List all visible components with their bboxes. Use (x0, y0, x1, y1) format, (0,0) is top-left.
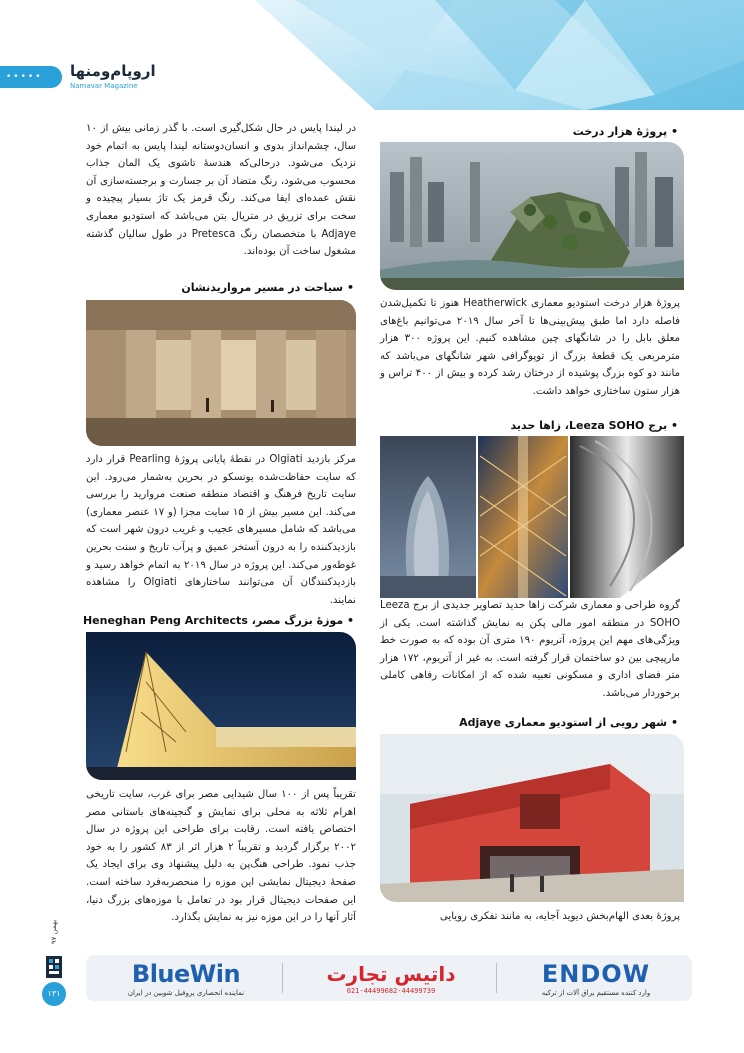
museum-photo (86, 632, 356, 780)
page-number: ۱۳۱ (42, 982, 66, 1006)
datis-tagline: 021-44499682-44499739 (346, 986, 436, 995)
adjaye-heading: • شهر رویی از استودیو معماری Adjaye (459, 716, 678, 729)
ad-endow[interactable] (506, 955, 686, 1001)
magazine-subtitle: Namavar Magazine (70, 82, 138, 90)
museum-heading: • موزۀ بزرگ مصر، Heneghan Peng Architects (82, 614, 354, 627)
logo-dots: ••••• (6, 72, 43, 82)
tree-heading: • پروژۀ هزار درخت (572, 125, 678, 138)
pearl-body: مرکز بازدید Olgiati در نقطۀ پایانی پروژۀ Pearling قرار دارد که سایت حفاظت‌شده یونسکو در بحرین به‌شمار می‌رود. این سایت تاریخ فرهنگ و اقتصاد منطقه صنعت مروارید را بررسی می‌کند. این مسیر بیش از ۱۵ سایت مجزا (و ۱۷ عنصر معماری) می‌باشد که شامل مسیرهای عجیب و غریب درون شهر است که بازدیدکننده را به درون آستخر عمیق و پرآب تاریخ و سنت بحرین غوطه‌ور می‌کند. این پروژه در سال ۲۰۱۹ به اتمام خواهد رسید و بازدیدکنندگان آن می‌توانند ساختارهای Olgiati را مشاهده نمایند. (86, 454, 356, 606)
datis-name: داتیس تجارت (326, 961, 456, 986)
leeza-photo-strip (380, 436, 684, 598)
bluewin-tagline: نماینده انحصاری پروفیل شوبین در ایران (127, 988, 245, 997)
museum-body: تقریباً پس از ۱۰۰ سال شیدایی مصر برای غرب، سایت تاریخی اهرام ثلاثه به محلی برای نمایش و گنجینه‌های باستانی مصر اختصاص یافته است. رقابت برای طراحی این پروژه در سال ۲۰۰۲ برگزار گردید و تقریباً ۲ هزار اثر از ۸۳ کشور را به خود جذب نمود. طراحی هنگ‌پن به دلیل پیشنهاد وی برای ایجاد یک صفحۀ دیجیتال نمایشی این موزه را منحصربه‌فرد ساخته است. این صفحات دیجیتال قرار بود در تعامل با موزه‌های بزرگ دنیا، آثار آنها را در این موزه نیز به نمایش بگذارد. (86, 789, 357, 924)
adjaye-photo (380, 734, 684, 902)
magazine-logo (0, 62, 165, 96)
pearl-heading: • سیاحت در مسیر مروارید‌نشان (181, 281, 354, 294)
magazine-mark (46, 956, 62, 978)
endow-name: ENDOW (541, 959, 651, 988)
tree-photo (380, 142, 684, 290)
leeza-body: گروه طراحی و معماری شرکت زاها حدید تصاویر جدیدی از برج Leeza SOHO در منطقه امور مالی پکن به نمایش گذاشته است. یکی از ویژگی‌های مهم این پروژه، آتریوم ۱۹۰ متری آن بوده که به صورت خط مارپیچی بین دو ساختمان قرار گرفته است. به غیر از آتریوم، ۱۷۲ هزار متر فضای اداری و مسکونی تعبیه شده که از امکانات رفاهی کاملی برخوردار می‌باشد. (380, 600, 681, 699)
footer-separator (282, 963, 283, 993)
footer-separator (496, 963, 497, 993)
ad-datis[interactable] (296, 955, 486, 1001)
header-decoration (255, 0, 744, 110)
leeza-heading: • برج Leeza SOHO، زاها حدید (510, 419, 678, 432)
tree-body: پروژۀ هزار درخت استودیو معماری Heatherwick هنوز تا تکمیل‌شدن فاصله دارد اما طبق پیش‌بینی‌ها تا آخر سال ۲۰۱۹ می‌توانیم باغ‌های معلق بابل را در شانگهای چین مشاهده کنیم. این پروژه ۳۰۰ هزار مترمربعی یک قطعۀ بزرگ از توپوگرافی شهر شانگهای می‌باشد که مانند دو کوه بزرگ پوشیده از درختان رشد کرده و بیش از ۴۰۰ تراس و هزار ستون ساختاری خواهد داشت. (380, 298, 681, 397)
pearl-photo (86, 300, 356, 446)
endow-tagline: وارد کننده مستقیم یراق آلات از ترکیه (541, 988, 651, 997)
adjaye-cont-body: در لیندا پایس در حال شکل‌گیری است. با گذر زمانی بیش از ۱۰ سال، چشم‌انداز بدوی و انسان‌دوستانه لیندا پایس به اتمام خود نزدیک می‌شود. درحالی‌که هندسۀ تاشوی یک المان جذاب محسوب می‌شود، رنگ متضاد آن بر جسارت و برجسته‌سازی آن نقش عمده‌ای ایفا می‌کند. رنگ قرمز یک تاژ بسیار پیچیده و سخت برای تزریق در متریال بتن می‌باشد که استودیو معماری Adjaye با متخصصان رنگ Pretesca در طول سالیان گذشته مشغول ساخت آن بوده‌اند. (86, 123, 356, 258)
bluewin-name: BlueWin (131, 959, 241, 988)
issue-label: بهمن ۹۷ (50, 919, 58, 945)
footer-ads (86, 955, 692, 1001)
magazine-name: اروپام‌ومنها (70, 62, 156, 80)
ad-bluewin[interactable] (96, 955, 276, 1001)
side-tab (46, 918, 62, 1008)
adjaye-caption: پروژۀ بعدی الهام‌بخش دیوید آجایه، به مانند تفکری رویایی (439, 911, 680, 922)
